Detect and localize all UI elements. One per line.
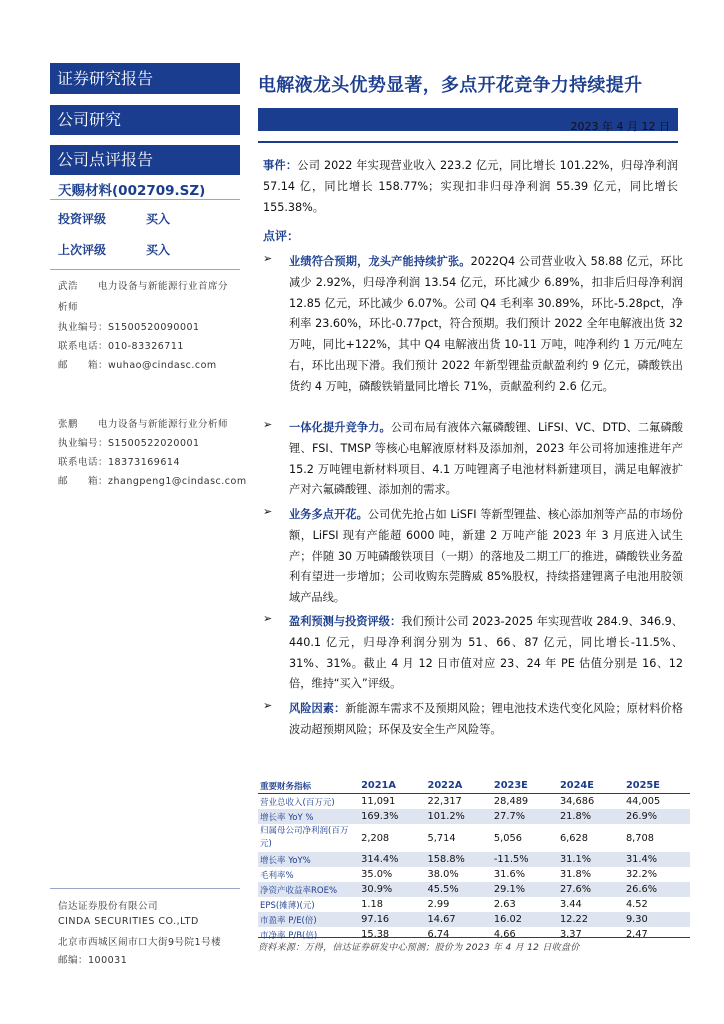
table-cell: 增长率 YoY % (258, 809, 359, 824)
table-cell: 市盈率 P/E(倍) (258, 912, 359, 927)
table-cell: 38.0% (427, 869, 459, 880)
table-row (258, 852, 690, 867)
table-cell: 27.7% (492, 809, 558, 824)
sidebar (50, 63, 247, 983)
bullet-text: 我们预计公司 2023-2025 年实现营收 284.9、346.9、440.1 亿元，归母净利润分别为 51、66、87 亿元，同比增长-11.5%、31%、31%。截止 4 月 12 日市值对应 23、24 年 PE 估值分别是 16、12 倍，维持“买入”评级。 (289, 615, 683, 691)
table-header-cell: 2024E (559, 780, 594, 791)
table-cell: 5,056 (493, 832, 522, 844)
bullet-head: 一体化提升竞争力。 (289, 421, 391, 434)
table-cell: 2.47 (625, 929, 648, 940)
table-header-cell: 2023E (493, 780, 528, 791)
table-cell: 净资产收益率ROE% (258, 882, 359, 897)
table-cell: 26.9% (624, 809, 690, 824)
analyst-2-email-row (58, 473, 247, 487)
table-cell: 169.3% (359, 809, 425, 824)
table-cell: 26.6% (624, 882, 690, 897)
header-rule (258, 141, 678, 143)
bullet-head: 风险因素： (289, 702, 346, 715)
table-cell: 归属母公司净利润(百万元) (260, 826, 349, 849)
bullet-arrow-icon: ➢ (263, 612, 273, 625)
divider (50, 888, 240, 889)
rating-value: 买入 (146, 212, 171, 226)
table-cell: 4.52 (625, 899, 648, 910)
table-cell: 8,708 (625, 832, 654, 844)
table-cell: 11,091 (361, 796, 396, 807)
divider (50, 199, 240, 200)
analyst-2-license: 执业编号：S1500522020001 (58, 438, 200, 449)
bullet-arrow-icon: ➢ (263, 418, 273, 431)
financial-table (258, 778, 690, 942)
subcategory: 公司点评报告 (57, 150, 154, 169)
table-cell: 市净率 P/B(倍) (260, 930, 318, 941)
table-cell: 1.18 (361, 899, 383, 910)
email-label: 邮 箱： (58, 476, 109, 487)
analyst-1-phone: 联系电话：010-83326711 (58, 341, 184, 352)
bullet-head: 业绩符合预期，龙头产能持续扩张。 (289, 255, 471, 268)
bullet-arrow-icon: ➢ (263, 252, 273, 265)
table-row (258, 867, 690, 882)
bullet-head: 盈利预测与投资评级： (289, 615, 402, 628)
table-cell: 6,628 (559, 832, 588, 844)
table-header-cell: 2022A (427, 780, 463, 791)
table-cell: 30.9% (359, 882, 425, 897)
table-row (258, 912, 690, 927)
company-postcode: 邮编：100031 (58, 955, 128, 966)
table-cell: 97.16 (359, 912, 425, 927)
rating-row (58, 210, 171, 227)
event-paragraph (263, 156, 678, 218)
table-row (258, 809, 690, 824)
table-cell: 12.22 (558, 912, 624, 927)
table-cell: 毛利率% (260, 870, 294, 881)
report-date: 2023 年 4 月 12 日 (570, 120, 670, 133)
company-name-en: CINDA SECURITIES CO.,LTD (58, 916, 199, 927)
bullet-arrow-icon: ➢ (263, 699, 273, 712)
table-bottom-rule (258, 937, 690, 938)
table-cell: 29.1% (492, 882, 558, 897)
table-row (258, 897, 690, 912)
bullet-head: 业务多点开花。 (289, 508, 368, 521)
table-cell: 2.99 (427, 899, 450, 910)
prev-rating-row (58, 241, 171, 258)
table-cell: 3.44 (559, 899, 582, 910)
analyst-1-title-cont: 析师 (58, 302, 79, 313)
table-header-cell: 重要财务指标 (260, 781, 312, 792)
table-cell: 31.1% (558, 852, 624, 867)
analyst-2-phone: 联系电话：18373169614 (58, 457, 180, 468)
table-source: 资料来源：万得，信达证券研发中心预测；股价为 2023 年 4 月 12 日收盘价 (258, 943, 580, 953)
table-cell: 35.0% (361, 869, 393, 880)
analyst-2-email[interactable]: zhangpeng1@cindasc.com (108, 476, 247, 487)
table-cell: 101.2% (426, 809, 492, 824)
table-cell: 158.8% (426, 852, 492, 867)
table-cell: 31.6% (493, 869, 526, 880)
table-header-cell: 2021A (361, 780, 396, 791)
event-label: 事件： (263, 159, 298, 172)
table-row (258, 882, 690, 897)
table-cell: 增长率 YoY% (258, 852, 359, 867)
bullet-text: 公司优先抢占如 LiSFI 等新型锂盐、核心添加剂等产品的市场份额，LiFSI 现有产能超 6000 吨，新建 2 万吨产能 2023 年 3 月底进入试生产；伴随 30 万吨磷酸铁项目（一期）的落地及二期工厂的推进，磷酸铁业务盈利有望进一步增加；公司收购东莞腾威 85%股权，持续搭建锂离子电池用胶领域产品线。 (289, 508, 683, 605)
table-cell: 4.66 (493, 929, 516, 940)
bullet-text: 新能源车需求不及预期风险；锂电池技术迭代变化风险；原材料价格波动超预期风险；环保及安全生产风险等。 (289, 702, 683, 736)
table-cell: 2.63 (493, 899, 516, 910)
table-cell: 5,714 (427, 832, 456, 844)
table-header-cell: 2025E (625, 780, 660, 791)
company-address: 北京市西城区闹市口大街9号院1号楼 (58, 937, 222, 948)
table-cell: 15.38 (361, 929, 390, 940)
subcategory-band (50, 145, 240, 175)
analyst-2-name: 张鹏 电力设备与新能源行业分析师 (58, 419, 229, 430)
prev-rating-value: 买入 (146, 243, 171, 257)
table-cell: 314.4% (359, 852, 425, 867)
rating-label: 投资评级 (58, 212, 107, 226)
table-cell: 28,489 (493, 796, 529, 807)
category-band (50, 105, 240, 135)
table-row (258, 794, 690, 810)
analyst-1-name: 武浩 电力设备与新能源行业首席分 (58, 281, 229, 292)
table-cell: 14.67 (426, 912, 492, 927)
table-cell: 3.37 (559, 929, 582, 940)
table-cell: 45.5% (426, 882, 492, 897)
report-type: 证券研究报告 (57, 69, 154, 88)
report-type-band (50, 63, 240, 94)
analyst-1-email[interactable]: wuhao@cindasc.com (108, 360, 217, 371)
table-cell: 32.2% (625, 869, 658, 880)
table-cell: 2,208 (361, 832, 390, 844)
email-label: 邮 箱： (58, 360, 109, 371)
divider (50, 269, 240, 270)
table-cell: 21.8% (558, 809, 624, 824)
bullet-text: 2022Q4 公司营业收入 58.88 亿元，环比减少 2.92%，归母净利润 13.54 亿元，环比减少 6.89%，扣非后归母净利润 12.85 亿元，环比减少 6.07%。公司 Q4 毛利率 30.89%，环比-5.28pct，净利率 23.60%，环比-0.77pct，符合预期。我们预计 2022 全年电解液出货 32 万吨，同比+122%，其中 Q4 电解液出货 10-11 万吨，吨净利约 1 万元/吨左右，环比出现下滑。我们预计 2022 年新型锂盐贡献盈利约 9 亿元，磷酸铁出货约 4 万吨，磷酸铁销量同比增长 71%，贡献盈利约 2.6 亿元。 (289, 255, 683, 393)
table-cell: EPS(摊薄)(元) (260, 900, 315, 911)
table-cell: 营业总收入(百万元) (260, 797, 335, 808)
report-title: 电解液龙头优势显著，多点开花竞争力持续提升 (258, 75, 643, 96)
table-cell: 22,317 (427, 796, 462, 807)
table-cell: 31.4% (624, 852, 690, 867)
table-cell: 27.6% (558, 882, 624, 897)
table-header-row (258, 778, 690, 794)
analyst-1-license: 执业编号：S1500520090001 (58, 322, 200, 333)
table-cell: 31.8% (559, 869, 592, 880)
event-text: 公司 2022 年实现营业收入 223.2 亿元，同比增长 101.22%，归母净利润 57.14 亿，同比增长 158.77%；实现扣非归母净利润 55.39 亿元，同比增长 155.38%。 (263, 159, 678, 214)
table-cell: 44,005 (625, 796, 661, 807)
category: 公司研究 (57, 110, 122, 129)
prev-rating-label: 上次评级 (58, 243, 107, 257)
table-row (258, 824, 690, 852)
table-cell: 9.30 (624, 912, 690, 927)
comment-label: 点评： (263, 229, 300, 243)
table-cell: -11.5% (492, 852, 558, 867)
bullet-text: 公司布局有液体六氟磷酸锂、LiFSI、VC、DTD、二氟磷酸锂、FSI、TMSP 等核心电解液原材料及添加剂，2023 年公司将加速推进年产 15.2 万吨锂电新材料项目、4.1 万吨锂离子电池材料新建项目，满足电解液扩产对六氟磷酸锂、添加剂的需求。 (289, 421, 683, 497)
bullet-arrow-icon: ➢ (263, 505, 273, 518)
table-cell: 16.02 (492, 912, 558, 927)
company-name-cn: 信达证券股份有限公司 (58, 901, 159, 912)
table-cell: 34,686 (559, 796, 595, 807)
stock-name: 天赐材料(002709.SZ) (58, 183, 206, 199)
table-cell: 6.74 (427, 929, 450, 940)
analyst-1-email-row (58, 357, 217, 371)
